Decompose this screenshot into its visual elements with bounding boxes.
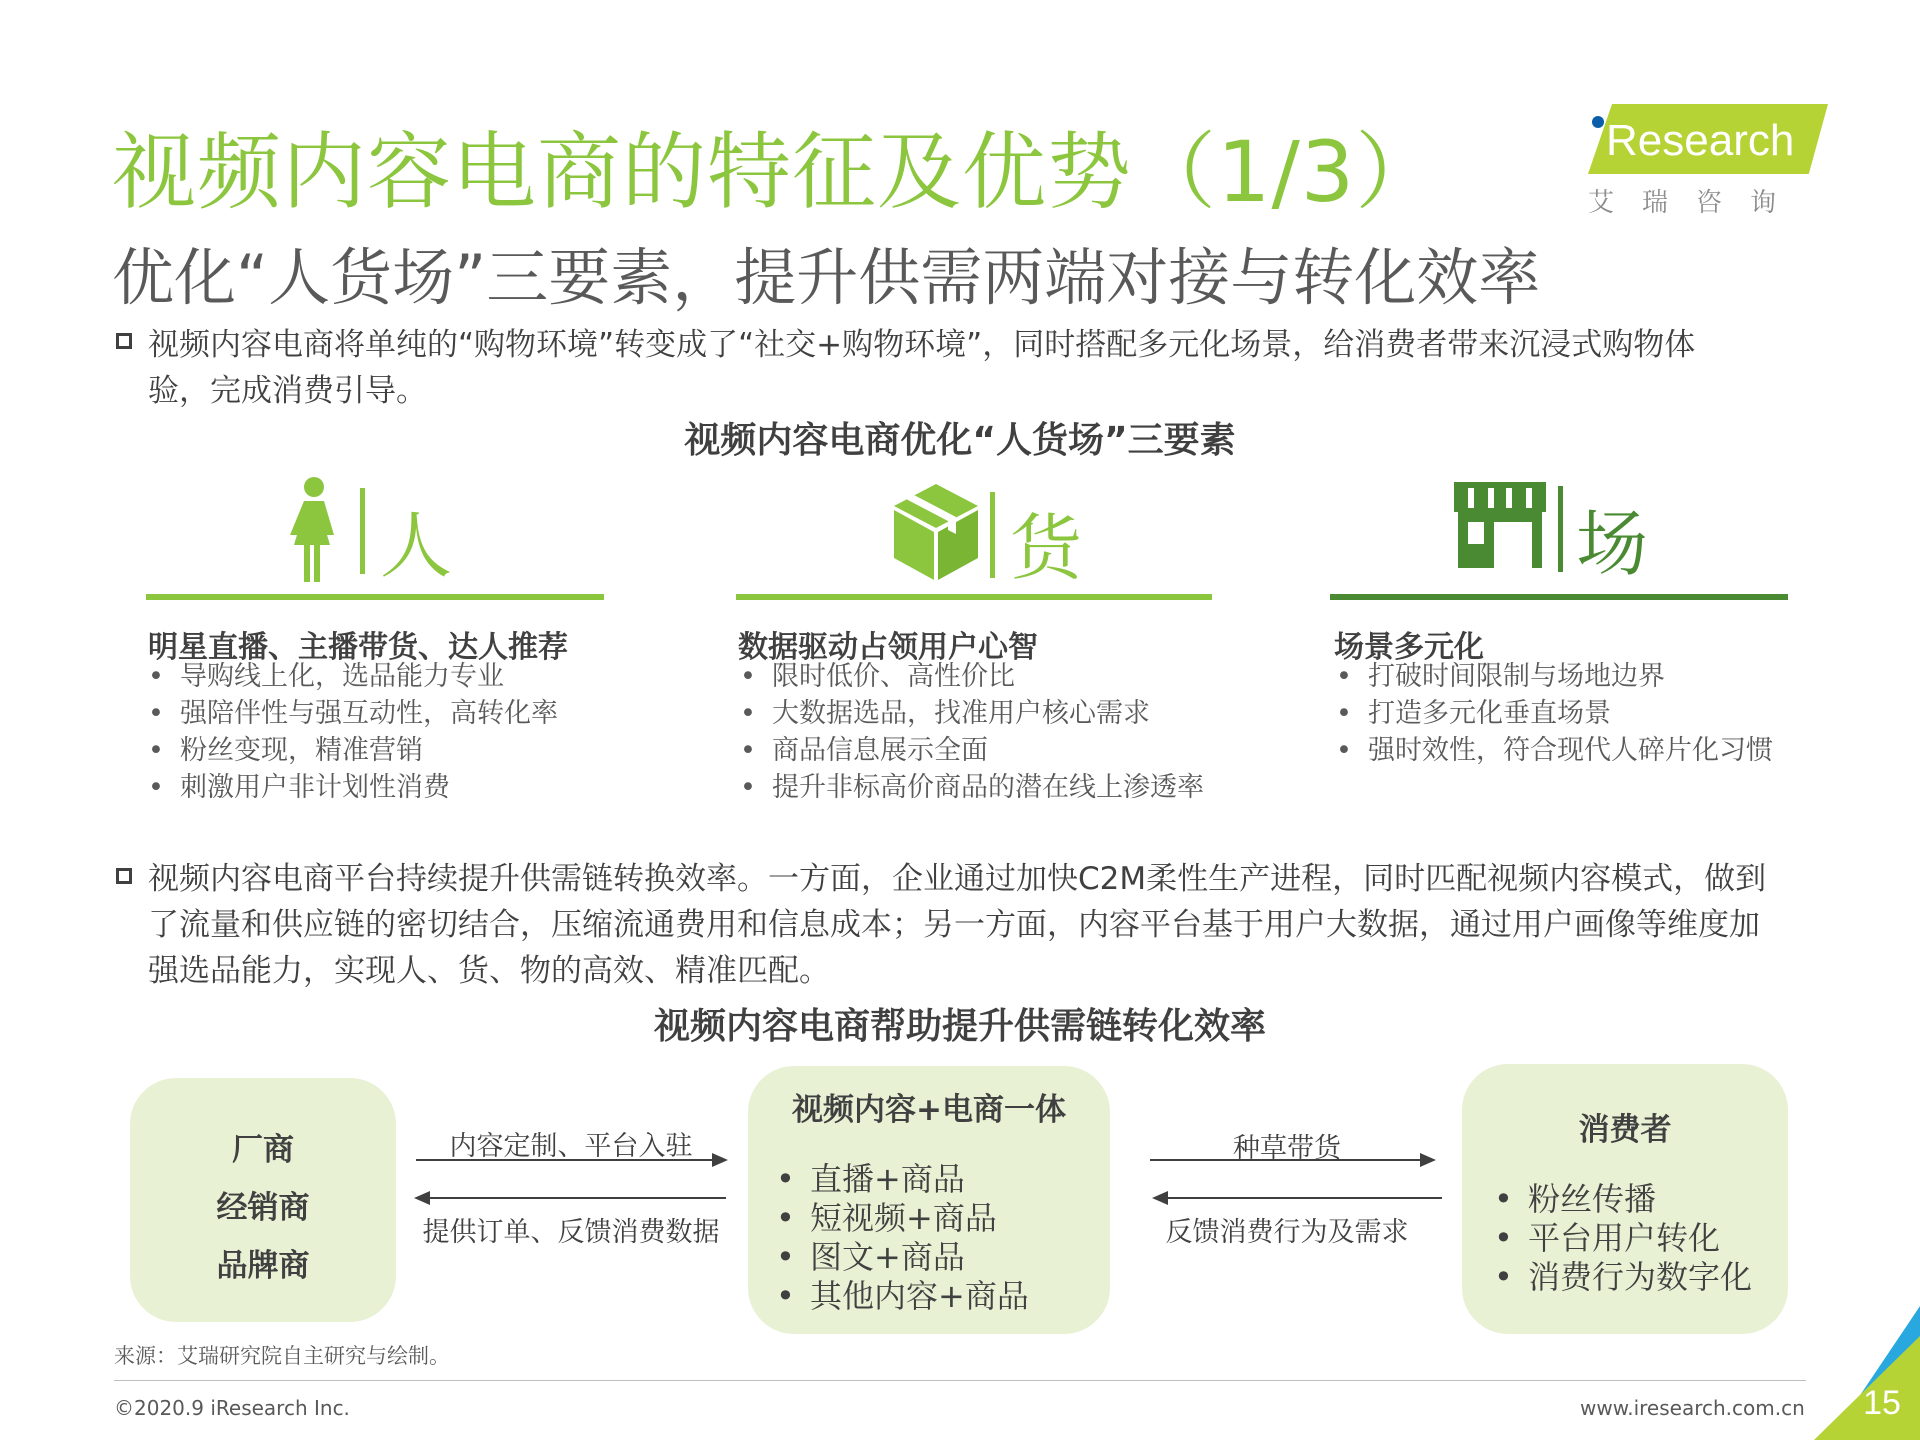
logo-dot — [1592, 116, 1604, 128]
section-title-supply-chain: 视频内容电商帮助提升供需链转化效率 — [653, 1006, 1266, 1047]
label-chang: 场 — [1576, 502, 1649, 586]
right-arrow-icon — [416, 1150, 728, 1174]
section-title-elements: 视频内容电商优化“人货场”三要素 — [684, 420, 1236, 461]
column-bullet-list — [1332, 658, 1773, 769]
column-heading: 数据驱动占领用户心智 — [738, 630, 1038, 665]
copyright: ©2020.9 iResearch Inc. — [114, 1396, 350, 1420]
box-list — [774, 1160, 1029, 1316]
manufacturer-box — [130, 1078, 396, 1322]
page-subtitle: 优化“人货场”三要素，提升供需两端对接与转化效率 — [112, 241, 1541, 314]
list-item: • 导购线上化，选品能力专业 — [144, 658, 558, 695]
list-item: • 打造多元化垂直场景 — [1332, 695, 1773, 732]
para2-line-2: 了流量和供应链的密切结合，压缩流通费用和信息成本；另一方面，内容平台基于用户大数据，通过用户画像等维度加 — [148, 907, 1760, 943]
list-item: • 图文+商品 — [774, 1238, 1029, 1277]
box-list — [1492, 1180, 1752, 1297]
list-item: • 粉丝变现，精准营销 — [144, 732, 558, 769]
list-item: • 大数据选品，找准用户核心需求 — [736, 695, 1204, 732]
page-title: 视频内容电商的特征及优势（1/3） — [112, 123, 1441, 221]
box-line: 经销商 — [216, 1190, 310, 1226]
arrow-label: 内容定制、平台入驻 — [449, 1131, 693, 1162]
arrow-label: 种草带货 — [1233, 1133, 1341, 1164]
arrow-label: 提供订单、反馈消费数据 — [422, 1217, 720, 1248]
page-number: 15 — [1863, 1384, 1901, 1422]
list-item: • 商品信息展示全面 — [736, 732, 1204, 769]
column-heading: 明星直播、主播带货、达人推荐 — [148, 630, 568, 665]
para2-line-1: 视频内容电商平台持续提升供需链转换效率。一方面，企业通过加快C2M柔性生产进程，同时匹配视频内容模式，做到 — [148, 861, 1767, 897]
list-item: • 其他内容+商品 — [774, 1277, 1029, 1316]
list-item: • 提升非标高价商品的潜在线上渗透率 — [736, 769, 1204, 806]
intro-line-2: 验，完成消费引导。 — [148, 373, 427, 409]
list-item: • 直播+商品 — [774, 1160, 1029, 1199]
column-underline — [146, 594, 604, 600]
column-heading: 场景多元化 — [1334, 630, 1484, 665]
label-huo: 货 — [1010, 506, 1083, 590]
consumer-box — [1462, 1064, 1788, 1334]
arrow-label: 反馈消费行为及需求 — [1165, 1217, 1409, 1248]
video-commerce-box — [748, 1066, 1110, 1334]
list-item: • 强时效性，符合现代人碎片化习惯 — [1332, 732, 1773, 769]
list-item: • 短视频+商品 — [774, 1199, 1029, 1238]
right-arrow-icon — [1150, 1150, 1436, 1174]
column-bullet-list — [144, 658, 558, 806]
column-bullet-list — [736, 658, 1204, 806]
box-title: 视频内容+电商一体 — [792, 1092, 1066, 1128]
logo-chinese: 艾瑞咨询 — [1588, 188, 1805, 218]
label-ren: 人 — [380, 504, 453, 588]
list-item: • 消费行为数字化 — [1492, 1258, 1752, 1297]
logo-word: Research — [1606, 116, 1795, 165]
list-item: • 强陪伴性与强互动性，高转化率 — [144, 695, 558, 732]
divider-bar — [360, 488, 365, 574]
divider-bar — [990, 492, 995, 578]
left-arrow-icon — [1152, 1188, 1442, 1212]
list-item: • 限时低价、高性价比 — [736, 658, 1204, 695]
list-item: • 打破时间限制与场地边界 — [1332, 658, 1773, 695]
box-title: 消费者 — [1578, 1112, 1672, 1148]
source-note: 来源：艾瑞研究院自主研究与绘制。 — [114, 1344, 450, 1368]
square-bullet-icon — [116, 333, 132, 349]
list-item: • 平台用户转化 — [1492, 1219, 1752, 1258]
box-line: 品牌商 — [216, 1248, 310, 1284]
box-line: 厂商 — [232, 1132, 294, 1168]
list-item: • 粉丝传播 — [1492, 1180, 1752, 1219]
para2-line-3: 强选品能力，实现人、货、物的高效、精准匹配。 — [148, 953, 830, 989]
box-icon — [892, 482, 980, 582]
column-underline — [1330, 594, 1788, 600]
footer-divider — [114, 1380, 1806, 1381]
left-arrow-icon — [414, 1188, 726, 1212]
person-icon — [288, 476, 340, 582]
divider-bar — [1558, 486, 1563, 572]
square-bullet-icon — [116, 868, 132, 884]
list-item: • 刺激用户非计划性消费 — [144, 769, 558, 806]
iresearch-logo — [1588, 102, 1828, 222]
column-underline — [736, 594, 1212, 600]
store-icon — [1454, 482, 1546, 568]
website-url: www.iresearch.com.cn — [1580, 1396, 1805, 1420]
intro-line-1: 视频内容电商将单纯的“购物环境”转变成了“社交+购物环境”，同时搭配多元化场景，给消费者带来沉浸式购物体 — [148, 327, 1696, 363]
